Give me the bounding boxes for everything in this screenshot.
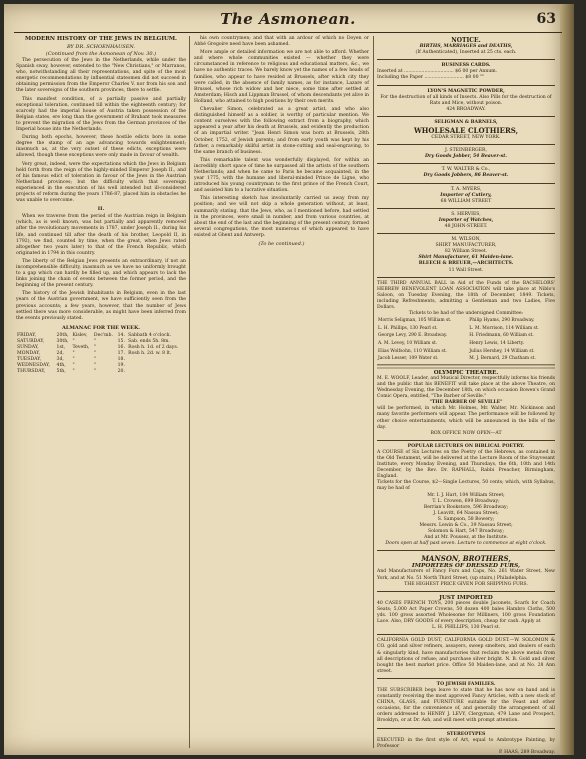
almanac-cell: 5th, xyxy=(56,368,66,374)
almanac-cell: SUNDAY, xyxy=(17,344,39,350)
article-paragraph: When we traverse from the period of the Austrian reign in Belgium (which, as is well known, was but partially and apparently removed after the revolutionary movements in 1787, under Joseph II., during his life, and continued till after the death of his brother, Leopold II, in 1792), we find, counted by time, when the great, when Jews rated altogether two years later) to that of the French Republic, which originated in 1794 in this country. xyxy=(16,214,186,256)
ad-barber: "THE BARBER OF SEVILLE" xyxy=(429,400,503,406)
ad-olympic-title: OLYMPIC THEATRE. xyxy=(433,369,499,376)
divider xyxy=(377,550,555,551)
ad-ball-text: THE THIRD ANNUAL BALL in Aid of the Funds of the BACHELORS' HEBREW BENEVOLENT LOAN ASSOCIATION will take place at Niblo's Saloon, on Tuesday Evening, the 18th of December, 1849. Tickets, including Refreshments, admitting a Gentleman and two Ladies, Five Dollars. xyxy=(377,280,555,310)
ad-lectures-title: POPULAR LECTURES ON BIBLICAL POETRY. xyxy=(407,443,525,449)
committee-row xyxy=(377,340,555,348)
almanac-cell: 17. xyxy=(117,350,125,356)
ad-imported-title: JUST IMPORTED xyxy=(439,594,493,601)
article-paragraph: This interesting sketch has involuntarily carried us away from my position; and we will not skip a whole generation without, at least, summarily stating, that the Jews, who, as I mentioned before, had settled in the provinces, were small in number, and from various countries, at about the end of the last and the beginning of the present century, formed several congregations, the most numerous of which appeared to have existed at Ghent and Antwerp. xyxy=(194,196,369,238)
lecture-agent: Messrs. Lewin & Co., 39 Nassau Street; xyxy=(419,523,513,528)
almanac-table xyxy=(16,333,186,375)
lecture-agent: Mr. I. J. Hart, 104 William Street; xyxy=(427,492,505,498)
newspaper-page xyxy=(4,4,574,755)
ad-california-text: CALIFORNIA GOLD DUST, CALIFORNIA GOLD DUST.—W. SOLOMON & CO. gold and silver refiners, assayers, sweep smelters, and dealers of each & singularly kind, have manufactories that reclaim the above metals from all descriptions of refuse; and purchase silver bright. N. B. Gold and silver bought the best market price. Office 50 Maiden-lane, and at No. 28 Ann street. xyxy=(377,638,555,674)
committee-row xyxy=(377,317,555,325)
article-paragraph: The history of the Jewish Inhabitants in Belgium, even in the last years of the Austrian government, we have sufficiently seen from the previous accounts; a few years, however, that the number of Jews settled there was more considerable, as might have been inferred from the events previously stated. xyxy=(16,291,186,321)
almanac-cell: 3d, xyxy=(56,356,64,362)
ad-lyons: LYON'S MAGNETIC POWDER, xyxy=(427,88,505,94)
ad-lectures-tickets: Tickets for the Course, $2—Single Lectures, 50 cents; which, with Syllabus, may be had of xyxy=(377,480,555,492)
business-cards-box xyxy=(377,63,555,81)
ad-watches-addr: 48 JOHN-STREET. xyxy=(444,223,488,229)
committee-member: Philip Hyams, 290 Broadway. xyxy=(469,318,535,324)
column-advertisements xyxy=(377,36,555,755)
committee-member: Jacob Lesser, 109 Water st. xyxy=(378,356,439,362)
lecture-agent: Solomon & Hart, 547 Broadway; xyxy=(427,529,504,535)
lecture-agent: T. L. Crowen, 699 Broadway; xyxy=(432,498,500,504)
divider xyxy=(377,277,555,278)
committee-member: H. Friedmann, 60 William st. xyxy=(469,333,534,339)
business-line: Including the Paper ........................... $8 00 "" xyxy=(377,75,485,81)
ad-watches: Importer of Watches, xyxy=(438,217,494,223)
almanac-title: ALMANAC FOR THE WEEK. xyxy=(61,324,141,331)
committee-member: A. M. Levey, 10 William st. xyxy=(378,340,438,346)
almanac-cell: 20. xyxy=(117,368,125,374)
ad-shirt-mfr: SHIRT MANUFACTURER, xyxy=(435,243,497,249)
committee-row xyxy=(377,332,555,340)
ad-wholesale-addr: CEDAR STREET, NEW YORK. xyxy=(431,135,501,141)
divider xyxy=(377,208,555,209)
section-number: II. xyxy=(97,206,105,213)
ad-manson-sub: IMPORTERS OF DRESSED FURS, xyxy=(411,563,521,570)
ad-families-title: TO JEWISH FAMILIES. xyxy=(436,681,496,687)
lecture-agent: And at Mr. Poussez, at the Institute. xyxy=(424,535,508,541)
newspaper-title: The Asmonean. xyxy=(220,10,356,28)
almanac-cell xyxy=(127,369,186,375)
committee-member: George Levy, 290 E. Broadway. xyxy=(378,333,448,339)
notice-box xyxy=(377,38,555,56)
business-line: Inserted at .................................. $6 00 per Annum. xyxy=(377,69,498,75)
almanac-cell: " xyxy=(93,350,97,356)
ad-dry-goods-2: Dry Goods Jobbers, 86 Beaver-st. xyxy=(423,173,509,179)
article-paragraph: More ample or detailed information we are not able to afford. Whether and where whole communities existed — whether they were circumstanced in reference to religious and educational matters, &c., we have no authentic traces. We barely know yet the names of a few heads of families, who appear to have resided at Brussels, after which city they were called, in the absence of family names, as for instance, Lazare of Brussel, whose rich widow and her niece, some time after settled at Amsterdam; Hisch and Lippman Brussel, of whom descendants yet alive in Holland, who attained to high positions by their own merits. xyxy=(194,50,369,104)
divider xyxy=(377,728,555,729)
ad-shirt-addr: 82 William Street. xyxy=(444,249,488,255)
almanac-row xyxy=(16,369,186,375)
ad-doors: Doors open at half past seven. Lecture to commence at eight o'clock. xyxy=(385,541,547,547)
committee-member: Morris Seligman, 105 William st. xyxy=(378,318,452,324)
almanac-cell: Dec'mb. xyxy=(93,332,113,338)
ad-lyons-addr: 424 BROADWAY. xyxy=(446,106,486,112)
almanac-cell: " xyxy=(93,362,97,368)
committee-member: Henry Lewis, 14 Liberty. xyxy=(469,340,525,346)
article-paragraph: This remarkable talent was wonderfully displayed, for within an incredibly short space of time he surpassed all the artists of the southern Netherlands; and when he came to Paris he became acquainted, in the year 1775, with the humane and liberal-minded Prince de Ligne, who introduced his young countryman to the first prince of the French Court, and assisted him to a lucrative situation. xyxy=(194,157,369,194)
lecture-agents-list xyxy=(377,493,555,542)
to-be-continued: (To be continued.) xyxy=(258,241,305,247)
almanac-cell: 20th, xyxy=(56,332,69,338)
ad-dry-goods-1: Dry Goods Jobber, 54 Beaver-st. xyxy=(425,154,507,160)
article-title: MODERN HISTORY OF THE JEWS IN BELGIUM. xyxy=(25,36,177,42)
divider xyxy=(377,678,555,679)
almanac-cell: " xyxy=(72,356,75,362)
almanac-cell: Teveth, xyxy=(72,344,90,350)
almanac-cell: 1st, xyxy=(56,344,66,350)
ad-walter: T. W. WALTER & Co., xyxy=(441,167,491,173)
article-paragraph: Very great, indeed, were the expectations which the Jews in Belgium held forth from the reign of the highly-minded Emperor Joseph II., and of his famous edict of toleration in favour of the Jews in the Austrian Netherland provinces; but the difficulty which that sovereign experienced in the execution of his well intended but ill-considered projects of reform during the years 1786-87, placed him in obstacles he was unable to overcome. xyxy=(16,161,186,204)
divider xyxy=(377,364,555,369)
ad-cutlery: Importer of Cutlery, xyxy=(440,192,492,198)
almanac-cell: " xyxy=(93,368,97,374)
almanac-cell: 2d, xyxy=(56,350,64,356)
almanac-cell: MONDAY, xyxy=(17,350,41,356)
almanac-cell: Sab. ends 5h. 8m. xyxy=(128,338,170,344)
almanac-cell: 19. xyxy=(117,362,125,368)
almanac-cell: 30th, xyxy=(56,338,69,344)
committee-member: L. M. Morrison, 114 William st. xyxy=(469,325,539,331)
article-paragraph: The liberty of the Belgian Jews presents an extraordinary, if not an incomprehensible difficulty, inasmuch as we have no uniformly brought to a gap which can hardly be filled up, and which appears to lack the links joining the chain of events between the former period, and the beginning of the present century. xyxy=(16,258,186,289)
lecture-agent: J. Leavitt, 64 Nassau Street; xyxy=(433,510,499,516)
almanac-cell: Rosh h. 2d. w. 8 lt. xyxy=(128,350,172,356)
column-divider xyxy=(189,36,190,748)
almanac-cell: 15. xyxy=(117,338,125,344)
ad-imported-addr: L. H. PHILLIPS, 130 Pearl st. xyxy=(431,625,501,631)
ad-wholesale: WHOLESALE CLOTHIERS, xyxy=(413,126,519,136)
ad-wilson: M. WILSON, xyxy=(451,237,481,243)
ad-bleach: BLEECH & BREUER,—ARCHITECTS. xyxy=(418,261,514,267)
almanac-cell: THURSDAY, xyxy=(17,368,46,374)
page-number: 63 xyxy=(536,11,556,27)
ad-lyons-sub: For the destruction of all kinds of Insects. Also Pills for the destruction of Rats and Mice, without poison. xyxy=(380,94,552,106)
book-spine xyxy=(560,4,574,755)
ad-hervies: S. HERVIES, xyxy=(451,211,481,217)
lecture-agent: Berrian's Bookstore, 596 Broadway; xyxy=(423,504,509,510)
almanac-cell: 14. xyxy=(117,332,125,338)
ad-stereotypes-sign: P. HAAS, 289 Broadway. xyxy=(499,749,555,755)
column-divider xyxy=(373,36,374,748)
divider xyxy=(377,233,555,234)
committee-table xyxy=(377,317,555,363)
divider xyxy=(377,116,555,117)
ad-stereotypes-title: STEREOTYPES xyxy=(446,731,486,737)
almanac-cell: 18. xyxy=(117,356,125,362)
page-header xyxy=(14,10,562,33)
almanac-box xyxy=(16,325,186,375)
committee-member: M. J. Bernard, 29 Chatham st. xyxy=(469,356,536,362)
lecture-agent: S. Sampson, 58 Bowery; xyxy=(437,516,495,522)
notice-rate: (If Authenticated), Inserted at 25 cts. each. xyxy=(415,50,517,56)
article-byline: BY DR. SCHOENHAUSEN. xyxy=(66,44,136,50)
almanac-cell: FRIDAY, xyxy=(17,332,37,338)
almanac-cell: " xyxy=(72,362,75,368)
committee-row xyxy=(377,325,555,333)
divider xyxy=(377,85,555,86)
almanac-cell: " xyxy=(93,344,97,350)
notice-title: NOTICE. xyxy=(451,37,481,44)
ad-olympic-text: M. E. WOOLF, Leader, and Musical Director, respectfully informs his friends and the public that his BENEFIT will take place at the above Theatre, on Wednesday Evening, the December 18th, on which occasion Bowen's Grand Comic Opera, entitled, "The Barber of Seville." xyxy=(377,375,555,400)
business-title: BUSINESS CARDS. xyxy=(441,63,491,69)
committee-row xyxy=(377,348,555,356)
ad-ball-sub: Tickets to be had of the undersigned Committee: xyxy=(408,311,524,317)
ad-manson-text: And Manufacturers of Fancy Furs and Caps, No. 261 Water Street, New York, and at No. 51 North Third Street, (up stairs,) Philadelphia. xyxy=(377,569,555,581)
ad-barber-text: will be performed, in which Mr. Holmes, Mr. Walter, Mr. Nickinson and many favorite performers will appear. The performance will be followed by other choice entertainments, which will be announced in the bills of the day. xyxy=(377,406,555,430)
divider xyxy=(377,183,555,184)
committee-member: Julius Hershey, 14 William st. xyxy=(469,348,535,354)
article-paragraph: During both epochs, however, these hostile edicts bore in some degree the stamp of an age advancing towards enlightenment; inasmuch as, at the very outset of these edicts, exceptions were allowed, though these exceptions were only made in favour of wealth. xyxy=(16,135,186,159)
almanac-cell: Rosh h. 1d. of 2 days. xyxy=(128,344,179,350)
almanac-cell: TUESDAY, xyxy=(17,356,42,362)
almanac-cell: Kislev, xyxy=(72,332,88,338)
ad-bleach-addr: 11 Wall Street. xyxy=(448,267,484,273)
almanac-cell: Sabbath 4 o'clock. xyxy=(128,332,171,338)
divider xyxy=(377,440,555,441)
ad-stereotypes-text: EXECUTED in the first style of Art, equal to Ambrotype Painting, by Professor xyxy=(377,737,555,749)
article-paragraph: Chevalier Simon, celebrated as a great artist, and who also distinguished himself as a soldier, is worthy of particular mention. We content ourselves with the following extract from a biography, which appeared a year after his death at Brussels, and evidently the production of an impartial writer. "Jean Henri Simon was born at Brussels, 28th October, 1752, of Jewish parents; and from early youth was kept by his father, a remarkably skilful artist in stone-cutting and seal-engraving, to the same branch of business. xyxy=(194,107,369,155)
committee-member: L. H. Phillips, 130 Pearl st. xyxy=(378,325,438,331)
article-continued: (Continued from the Asmonean of Nov. 30.) xyxy=(45,51,157,57)
divider xyxy=(377,144,555,145)
almanac-cell: 4th, xyxy=(56,362,66,368)
committee-member: Elias Wolfsohn, 110 William st. xyxy=(378,348,447,354)
article-paragraph: The persecution of the Jews in the Netherlands, while under the Spanish sway, however, extended to the "New Christians," or Marranos, who, notwithstanding all their representations, and spite of the most energetic recommendations by influential statesmen did not succeed in obtaining permission from the Emperor Charles V. nor from his son and the later sovereigns of the southern provinces, there to settle. xyxy=(16,58,186,94)
almanac-cell: 16. xyxy=(117,344,125,350)
almanac-cell: WEDNESDAY, xyxy=(17,362,50,368)
ad-manson-note: THE HIGHEST PRICE GIVEN FOR SHIPPING FURS. xyxy=(404,581,528,587)
notice-line: BIRTHS, MARRIAGES and DEATHS, xyxy=(419,44,513,50)
article-paragraph: his own countrymen; and that with an ardour of which no Doyen or Abbé Gregoire need have been ashamed. xyxy=(194,36,369,48)
divider xyxy=(377,163,555,164)
ad-steinberger: J. STEINBERGER, xyxy=(445,148,487,154)
ad-seligman: SELIGMAN & BARNELS, xyxy=(434,119,498,125)
column-article-cont xyxy=(194,36,369,748)
committee-row xyxy=(377,355,555,363)
divider xyxy=(377,59,555,60)
almanac-cell: " xyxy=(72,368,75,374)
article-paragraph: This manifest condition, of a partially passive and partially exceptional toleration, continued till within the eighteenth century; for scarcely had the imperial house of Austria taken possession of the Belgian states, ere long than the government of Brabant took measures to prevent the migration of the Jews from the German provinces of the Imperial house into the Netherlands. xyxy=(16,96,186,133)
almanac-cell: " xyxy=(93,338,97,344)
ad-imported-text: 40 CASES FRENCH TOYS, 200 pieces double Jaconets, Scarfs for Coach Seats; 5,000 Act Paper Crowns, 50 dozen 400 bales Hambro Cloths, 500 yds. 100 gross assorted Wholesome for Milliners, 100 gross Foundation Lace. Also, DRY GOODS of every description, cheap for cash. Apply at xyxy=(377,600,555,625)
ad-lectures-text: A COURSE of Six Lectures on the Poetry of the Hebrews, as contained in the Old Testament, will be delivered at the Lecture Room of the Stuyvesant Institute, every Monday Evening, and Thursdays, the 6th, 10th and 14th December, by the Rev. Dr. RAPHALL, Rabbi Preacher, Birmingham, England. xyxy=(377,449,555,480)
ad-cutlery-addr: 68 WILLIAM STREET xyxy=(440,198,492,204)
almanac-cell: " xyxy=(72,350,75,356)
divider xyxy=(377,591,555,592)
column-history xyxy=(16,36,186,748)
ad-shirt-line: Shirt Manufacturer, 61 Maiden-lane. xyxy=(418,255,514,261)
almanac-cell: " xyxy=(93,356,97,362)
almanac-cell: " xyxy=(72,338,75,344)
almanac-cell: SATURDAY, xyxy=(17,338,45,344)
ad-manson-title: MANSON, BROTHERS, xyxy=(421,554,511,564)
ad-myers: T. A. MYERS, xyxy=(450,186,482,192)
ad-box-office: BOX OFFICE NOW OPEN—AT xyxy=(430,430,502,436)
divider xyxy=(377,634,555,635)
ad-families-text: THE SUBSCRIBER begs leave to state that he has now on hand and is constantly receiving the most approved Fancy Articles, with a new stock of CHINA, GLASS, and FURNITURE suitable for the Feast and other occasions, for the convenience of, and generally the arrangement of all orders addressed to HENRY J. LEVY, Clergyman, 479 Lane and Prospect, Brooklyn, or at Dr. Ash, and will meet with prompt attention. xyxy=(377,687,555,724)
